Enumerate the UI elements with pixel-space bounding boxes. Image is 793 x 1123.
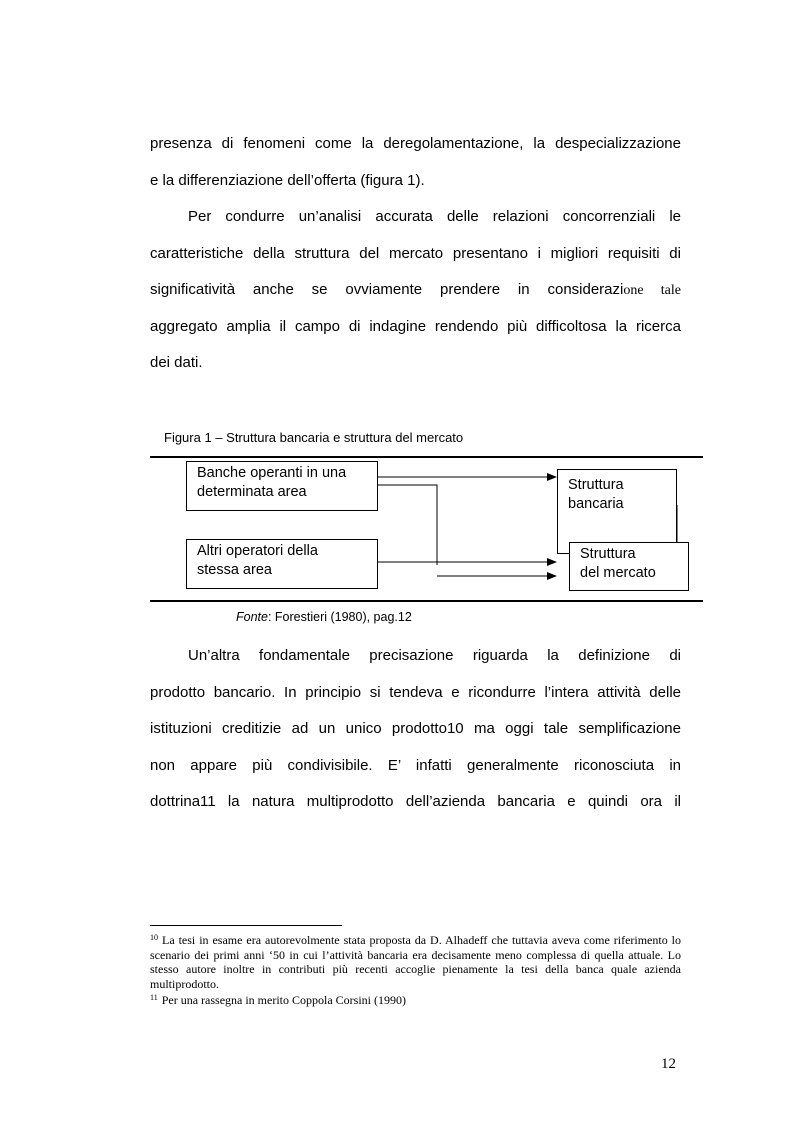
figure-source: [236, 610, 412, 624]
text-line: Un’altra fondamentale precisazione riguarda la definizione di: [188, 647, 681, 664]
box-line: del mercato: [580, 565, 656, 581]
figure-bottom-rule: [150, 600, 703, 602]
text-line: e la differenziazione dell’offerta (figura 1).: [150, 171, 425, 189]
footnote-separator: [150, 925, 342, 926]
footnote-11: [150, 991, 681, 1008]
footnote-number: 10: [150, 933, 158, 942]
footnote-text: La tesi in esame era autorevolmente stata proposta da D. Alhadeff che tuttavia aveva come riferimento lo scenario dei primi anni ‘50 in cui l’attività bancaria era decisamente meno complessa di quella attuale. Lo stesso autore inoltre in contributi più recenti accoglie pienamente la tesi della banca quale azienda multiprodotto.: [150, 933, 681, 991]
box-struttura-mercato: [569, 542, 689, 591]
page-number: 12: [661, 1056, 676, 1072]
footnote-10: [150, 931, 681, 991]
box-line: Banche operanti in una: [197, 465, 347, 481]
footnote-number: 11: [150, 993, 158, 1002]
footnote-text: Per una rassegna in merito Coppola Corsini (1990): [161, 993, 406, 1007]
box-banche-operanti: [186, 461, 378, 511]
text-line: Per condurre un’analisi accurata delle relazioni concorrenziali le: [188, 208, 681, 225]
source-label: Fonte: [236, 610, 268, 624]
box-line: Struttura: [568, 477, 624, 493]
connector-banche-down: [378, 485, 437, 565]
text-line: presenza di fenomeni come la deregolamentazione, la despecializzazione: [150, 135, 681, 152]
source-text: : Forestieri (1980), pag.12: [267, 610, 412, 624]
text-line: dottrina11 la natura multiprodotto dell’azienda bancaria e quindi ora il: [150, 793, 681, 810]
paragraph-3: [150, 638, 681, 821]
text-line: prodotto bancario. In principio si tendeva e ricondurre l’intera attività delle: [150, 683, 681, 701]
box-line: determinata area: [197, 484, 307, 500]
footnotes: [150, 931, 681, 1008]
text-fragment: significatività anche se ovviamente prendere in considerazi: [150, 281, 624, 298]
box-line: bancaria: [568, 496, 624, 512]
text-line: non appare più condivisibile. E’ infatti generalmente riconosciuta in: [150, 756, 681, 774]
text-line: istituzioni creditizie ad un unico prodotto10 ma oggi tale semplificazione: [150, 720, 681, 737]
box-line: Altri operatori della: [197, 543, 318, 559]
box-line: stessa area: [197, 562, 272, 578]
text-line: caratteristiche della struttura del mercato presentano i migliori requisiti di: [150, 244, 681, 262]
box-altri-operatori: [186, 539, 378, 589]
text-line: aggregato amplia il campo di indagine rendendo più difficoltosa la ricerca: [150, 317, 681, 335]
text-line: dei dati.: [150, 354, 203, 371]
box-line: Struttura: [580, 546, 636, 562]
text-fragment-serif: one tale: [623, 283, 681, 298]
figure-caption: Figura 1 – Struttura bancaria e struttura del mercato: [164, 430, 464, 445]
